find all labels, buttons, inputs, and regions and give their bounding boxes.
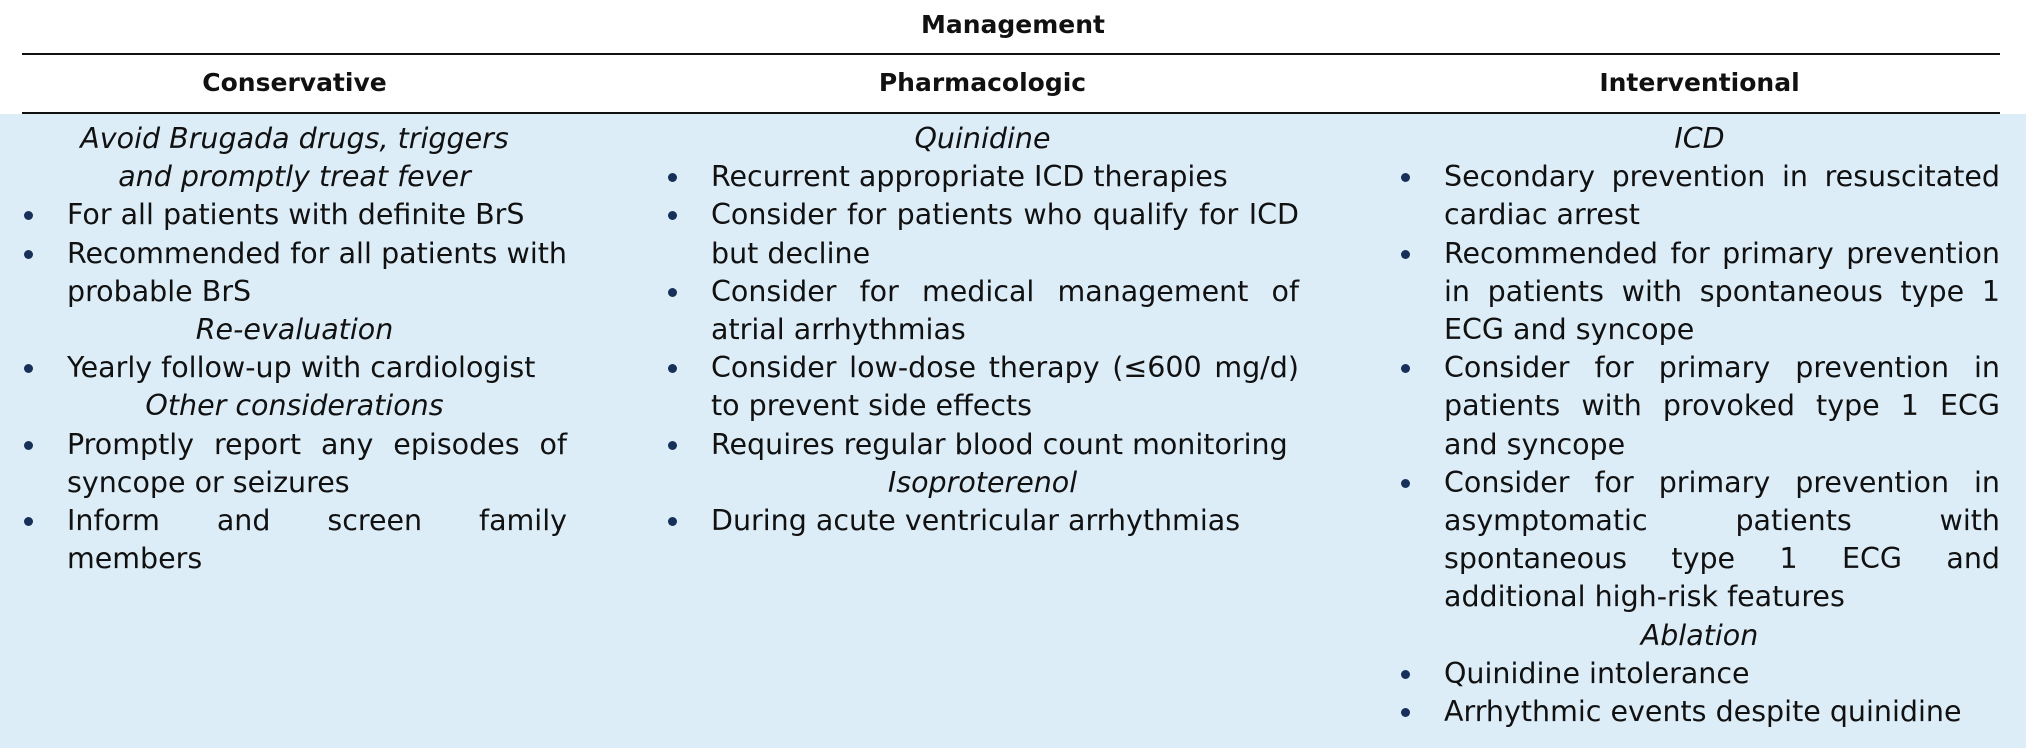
list-item: During acute ventricular arrhythmias <box>666 502 1299 540</box>
subheading-quinidine: Quinidine <box>914 122 1051 155</box>
list-item: Requires regular blood count monitoring <box>666 426 1299 464</box>
list-item: Consider for primary prevention in asymptomatic patients with spontaneous type 1 ECG and additional high-risk features <box>1399 464 2000 617</box>
list-item: Consider for patients who qualify for ICD but decline <box>666 196 1299 272</box>
list-item: Recommended for all patients with probable BrS <box>22 235 567 311</box>
list-ablation <box>1399 655 2000 731</box>
header-interventional: Interventional <box>1599 68 1800 97</box>
column-pharmacologic <box>666 120 1299 540</box>
list-item: Recommended for primary prevention in patients with spontaneous type 1 ECG and syncope <box>1399 235 2000 350</box>
list-re-evaluation <box>22 349 567 387</box>
list-item: Consider for primary prevention in patients with provoked type 1 ECG and syncope <box>1399 349 2000 464</box>
list-item: Yearly follow-up with cardiologist <box>22 349 567 387</box>
list-item: Arrhythmic events despite quinidine <box>1399 693 2000 731</box>
list-item: Consider low-dose therapy (≤600 mg/d) to prevent side effects <box>666 349 1299 425</box>
header-conservative: Conservative <box>202 68 387 97</box>
list-item: Promptly report any episodes of syncope or seizures <box>22 426 567 502</box>
subheading-avoid-triggers: Avoid Brugada drugs, triggers and promptly treat fever <box>80 122 509 194</box>
list-icd <box>1399 158 2000 616</box>
list-item: Quinidine intolerance <box>1399 655 2000 693</box>
subheading-other-considerations: Other considerations <box>145 389 444 423</box>
list-avoid-triggers <box>22 196 567 311</box>
list-item: For all patients with definite BrS <box>22 196 567 234</box>
subheading-isoproterenol: Isoproterenol <box>887 465 1078 499</box>
column-conservative <box>22 120 567 578</box>
table-title: Management <box>920 10 1106 39</box>
header-pharmacologic: Pharmacologic <box>878 68 1087 97</box>
top-rule <box>22 53 2000 55</box>
subheading-icd: ICD <box>1674 122 1725 155</box>
list-item: Recurrent appropriate ICD therapies <box>666 158 1299 196</box>
list-quinidine <box>666 158 1299 464</box>
list-item: Secondary prevention in resuscitated cardiac arrest <box>1399 158 2000 234</box>
list-item: Consider for medical management of atrial arrhythmias <box>666 273 1299 349</box>
list-item: Inform and screen family members <box>22 502 567 578</box>
subheading-ablation: Ablation <box>1640 618 1759 652</box>
subheading-re-evaluation: Re-evaluation <box>195 313 394 347</box>
column-interventional <box>1399 120 2000 731</box>
list-isoproterenol <box>666 502 1299 540</box>
list-other-considerations <box>22 426 567 579</box>
column-headers <box>0 66 2026 110</box>
